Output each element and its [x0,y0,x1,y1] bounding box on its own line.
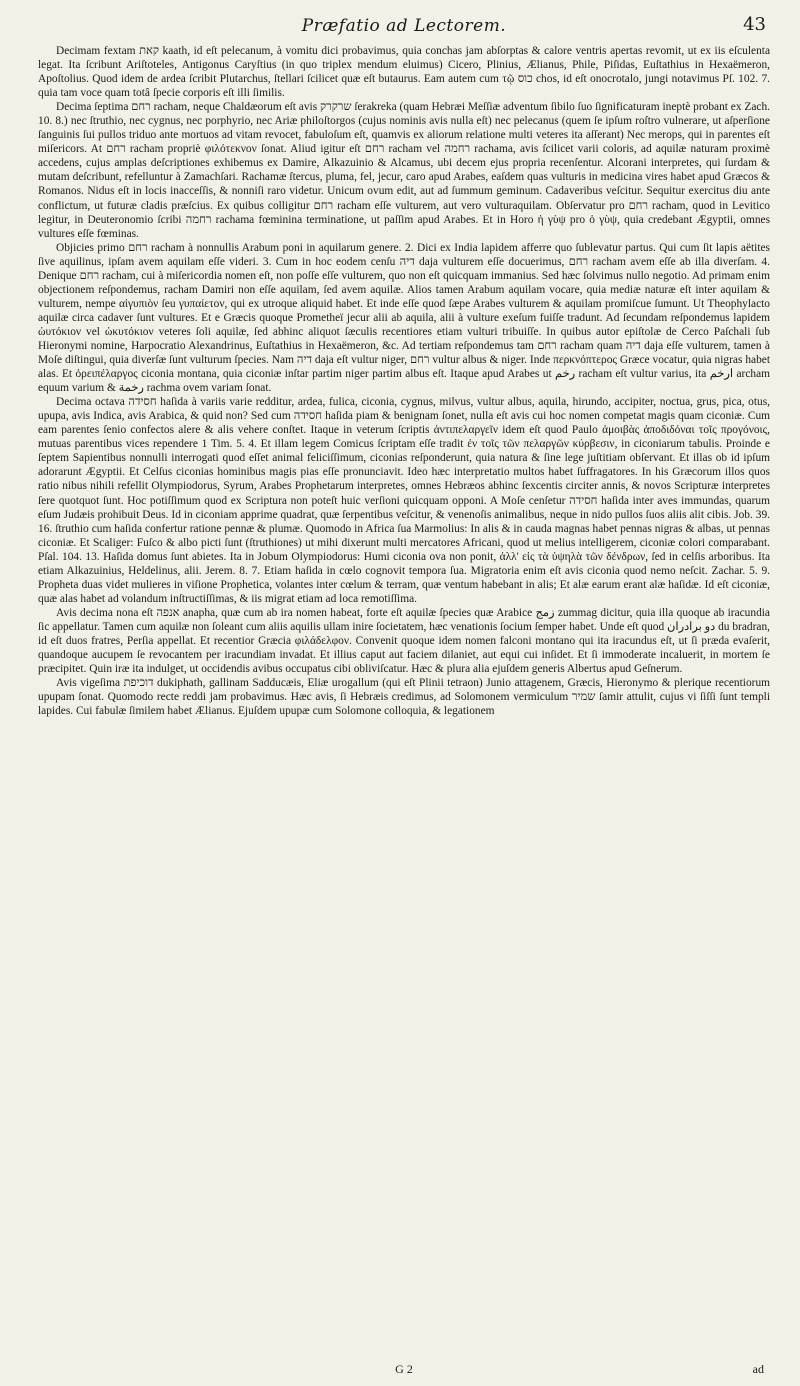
page-footer [38,1362,770,1380]
paragraph-hasida: Decima octava חסידה haſida à variis varie redditur, ardea, fulica, ciconia, cygnus, milvus, vultur albus, aquila, hirundo, accipiter, noctua, grus, pica, otus, upupa, avis Indica, avis Arabica, & quid non? Sed cum חסידה haſida piam & benignam ſonet, nulla eſt avis cui hoc nomen competat magis quam ciconiæ. Cum eam parentes ſenio confectos alere & alis vehere conſtet. Itaque in veterum ſcriptis ἀντιπελαργεῖν idem eſt quod Paulo ἀμοιβὰς ἀποδιδόναι τοῖς προγόνοις, mutuas parentibus vices rependere 1 Tim. 5. 4. Et illam legem Comicus ſcriptam eſſe tradit ἐν τοῖς τῶν πελαργῶν κύρβεσιν, in ciconiarum tabulis. Proinde e ſeptem Sapientibus nonnulli interrogati quod eſſet animal feliciſſimum, ciconias reſponderunt, quia natura & ſine lege juſtitiam obſervant. Et illas ob id ipſum adorarunt Ægyptii. Et Celſus ciconias hominibus magis pias eſſe pronunciavit. Ideo hæc interpretatio multos habet ſuffragatores. In his Græcorum illos quos ratio nibus nihili refellit Olympiodorus, Syrum, Arabes Prophetarum interpretes, omnes Hebræos abhinc ſexcentis circiter annis, & novos Scripturæ interpretes ſere quotquot ſunt. Hoc potiſſimum quod ex Scriptura non poteſt huic verſioni quicquam opponi. A Moſe cenſetur חסידה haſida inter aves immundas, quarum eſum Judæis prohibuit Deus. Id in ciconiam apprime quadrat, quæ ſerpentibus veſcitur, & venenoſis animalibus, neque in nido pullos ſuos aliis alit cibis. Job. 39. 16. ſtruthio cum haſida confertur ratione pennæ & plumæ. Quomodo in Africa ſua Marmolius: In alis & in cauda magnas habet pennas nigras & albas, ut pennas ciconiæ. Et Scaliger: Fuſco & albo picti ſunt (ſtruthiones) ut mihi dixerunt multi mercatores Africani, quod ut melius intelligerem, ciconiæ colori comparabant. Pſal. 104. 13. Haſida domus ſunt abietes. Ita in Jobum Olympiodorus: Humi ciconia ova non ponit, ἀλλ' εἰς τὰ ὑψηλὰ τῶν δένδρων, ſed in celſis arboribus. Ita etiam Alkazuinius, Heldelinus, alii. Jerem. 8. 7. Etiam haſida in cœlo cognovit tempora ſua. Migratoria enim eſt avis ciconia quod nemo neſcit. Zachar. 5. 9. Propheta duas videt mulieres in viſione Prophetica, volantes inter cœlum & terram, quæ ventum habebant in alis; Et alæ earum erant alæ haſidæ. Id eſt ciconiæ, quæ alas habet ad volandum inſtructiſſimas, & iis migrat etiam ad loca remotiſſima. [38,396,770,605]
paragraph-pelecanus: Decimam fextam קאת kaath, id eſt pelecanum, à vomitu dici probavimus, quia conchas jam abſorptas & calore ventris apertas revomit, ut ex iis eſculenta legat. Ita ſcribunt Ariſtoteles, Antigonus Caryſtius (in quo triplex mendum eluimus) Cicero, Plinius, Ælianus, Phile, Piſidas, Euſtathius in Hexaëmeron, Apoſtolius. Quod idem de ardea ſcribit Plutarchus, ſtellari ſcilicet quæ eſt butaurus. Eam autem cum τῷ כוס chos, id eſt onocrotalo, jungi notavimus Pſ. 102. 7. quia tam voce quam totâ ſpecie corporis eſt illi ſimilis. [38,45,771,100]
paragraph-dukiphath: Avis vigeſima דוכיפת dukiphath, gallinam Sadducæis, Eliæ urogallum (qui eſt Plinii tetraon) Junio attagenem, Græcis, Hieronymo & plerique recentiorum upupam ſonat. Quomodo recte reddi jam probavimus. Hæc avis, ſi Hebræis credimus, ad Solomonem vermiculum שמיר ſamir attulit, cujus vi ſiſſi ſunt templi lapides. Cui fabulæ ſimilem habet Ælianus. Ejuſdem upupæ cum Solomone colloquia, & legationem [38,677,770,718]
paragraph-objections: Objicies primo רחם racham à nonnullis Arabum poni in aquilarum genere. 2. Dici ex India lapidem afferre quo ſublevatur partus. Qui cum ſit lapis aëtites ſive aquilinus, ipſam avem aquilam eſſe videri. 3. Cum in hoc eodem cenſu דיה daja vulturem eſſe docuerimus, רחם racham avem eſſe ab illa diverſam. 4. Denique רחם racham, cui à miſericordia nomen eſt, non poſſe eſſe vulturem, quo non eſt quicquam immanius. Sed hæc ſolvimus nullo negotio. Ad primam enim objectionem reſpondemus, racham Damiri non eſſe aquilam, ſed avem aquilæ. Alios tamen Arabum aquilam vocare, quia mediæ naturæ eſt inter aquilam & vulturem, nempe αἰγυπιὸν ſeu γυπαίετον, qui ex utroque aliquid habet. Et inde eſſe quod ſæpe Arabes vulturem & aquilam promiſcue ſumunt. Ut Theophylacto aquilæ circa cadaver ſunt vultures. Et e Græcis quoque Prometheï jecur alii ab aquila, alii à vulture exeſum fuiſſe tradunt. Ad ſecundam reſpondemus lapidem ὠυτόκιον vel ὠκυτόκιον veteres ſoli aquilæ, ſed abhinc aliquot ſæculis recentiores etiam vulturi tribuiſſe. In quibus autor epiſtolæ de Cerco Paſchali ſub Hieronymi nomine, Harpocratio Alexandrinus, Euſtathius in Hexaëmeron, &c. Ad tertiam reſpondemus tam רחם racham quam דיה daja eſſe vulturem, tamen à Moſe diſtingui, quia diverſæ ſunt vulturum ſpecies. Nam דיה daja eſt vultur niger, רחם vultur albus & niger. Inde περκνόπτερος Græce vocatur, quia nigras habet alas. Et ὀρειπέλαργος ciconia montana, quia ciconiæ inſtar partim niger partim albus eſt. Itaque apud Arabes ut رخم racham eſt vultur varius, ita ارخم archam equum varium & رخمة rachma ovem variam ſonat. [38,241,770,395]
signature-mark: G 2 [395,1362,413,1376]
page-number: 43 [743,14,766,35]
running-title: Præfatio ad Lectorem. [301,16,507,36]
paragraph-anapha: Avis decima nona eſt אנפה anapha, quæ cum ab ira nomen habeat, forte eſt aquilæ ſpecies quæ Arabice زمج zummag dicitur, quia illa quoque ab iracundia ſic appellatur. Tamen cum aquilæ non ſoleant cum aliis aquilis ullam inire ſocietatem, hæc venationis ſocium ſemper habet. Unde eſt quod دو برادران du bradran, id eſt duos fratres, Perſia appellat. Et recentior Græcia φιλάδελφον. Convenit quoque idem nomen falconi montano qui ita iracundus eſt, ut ſi præda evaſerit, quandoque aucupem ſe revocantem per iracundiam invadat. Et illius caput aut faciem dilaniet, aut equi cui inſidet. Et ſi immoderate incaluerit, in mortem ſe præcipitet. Quin iræ ita indulget, ut occidendis avibus occupatus cibi obliviſcatur. Hæc & plura alia ejuſdem generis Albertus apud Geſnerum. [38,606,770,676]
body-text [38,44,770,718]
running-head [38,14,770,40]
catchword: ad [752,1362,764,1376]
paragraph-racham: Decima ſeptima רחם racham, neque Chaldæorum eſt avis שרקרק ſerakreka (quam Hebræi Meſſiæ adventum ſibilo ſuo ſignificaturam ineptè probant ex Zach. 10. 8.) nec ſtruthio, nec cygnus, nec porphyrio, nec Ariæ philoſtorgos (cujus nominis avis nulla eſt) nec pelecanus (quem ſe ipſum roſtro vulnerare, ut aſperſione ſanguinis ſui pullos triduo ante mortuos ad vitam revocet, fabuloſum eſt, quamvis ex aliorum relatione multi veteres ita aſſerant) Nec merops, qui in parentes eſt miſericors. At רחם racham propriè φιλότεκνον ſonat. Aliud igitur eſt רחם racham vel רחמה rachama, avis ſcilicet varii coloris, ad aquilæ naturam proximè accedens, cujus amplas deſcriptiones exhibemus ex Damire, Alkazuinio & Alcamus, ubi decem ejus propria recenſentur. Alcorani interpretes, qui ſurdam & mutam deſcribunt, refelluntur à Zamachſari. Rachamæ ſtercus, pluma, fel, jecur, caro apud Arabes, eaſdem quas vulturis in medicina vires habet apud Græcos & Romanos. Nidus eſt in locis inacceſſis, & nonniſi raro videtur. Unicum ovum edit, aut ad ſummum geminum. Cadaveribus veſcitur. Sequitur exercitus diu ante conflictum, ut futuræ cladis præſcius. Ex quibus colligitur רחם racham eſſe vulturem, aut vero vulturaquilam. Obſervatur pro רחם racham, quod in Levitico legitur, in Deuteronomio ſcribi רחמה rachama fœminina terminatione, ut paſſim apud Arabes. Et in Horo ἡ γὺψ pro ὁ γὺψ, quia credebant Ægyptii, omnes vultures eſſe fœminas. [38,101,771,240]
